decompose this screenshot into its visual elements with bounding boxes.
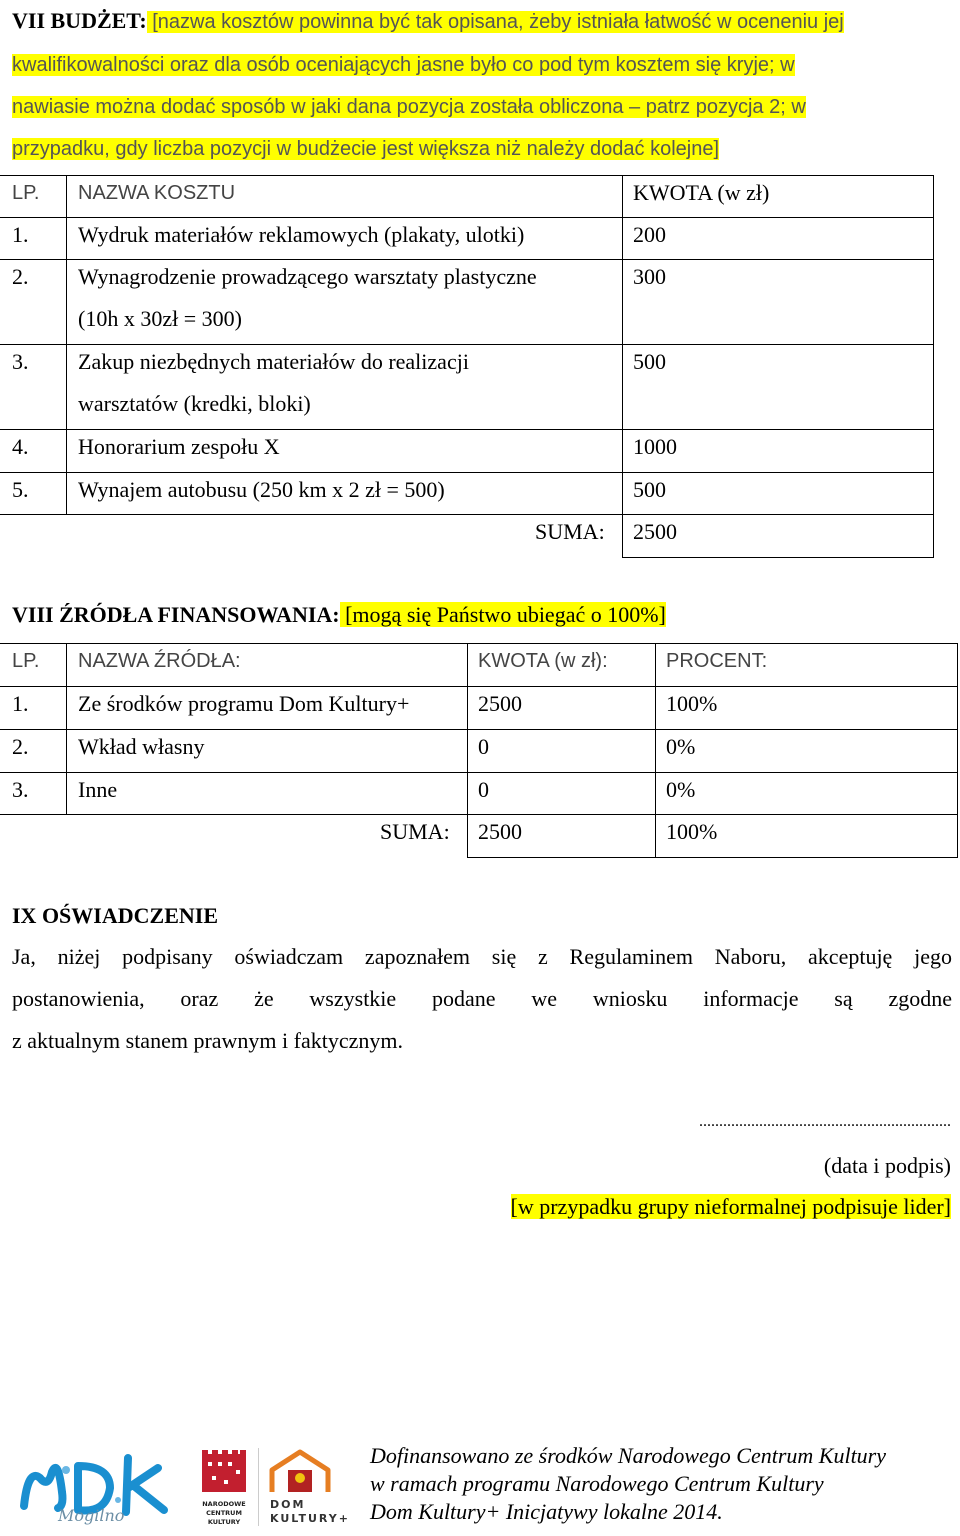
budget-row-name: Wynagrodzenie prowadzącego warsztaty plastyczne <box>78 264 537 289</box>
budget-note-row-2 <box>12 51 795 78</box>
budget-sum-label: SUMA: <box>535 519 605 544</box>
signature-note-text: [w przypadku grupy nieformalnej podpisuje lider] <box>510 1194 951 1219</box>
budget-row-amount: 1000 <box>633 434 677 459</box>
budget-row-lp: 1. <box>12 222 29 247</box>
signature-dots: ............................................................... <box>699 1113 951 1130</box>
budget-header-lp: LP. <box>12 182 40 204</box>
nck-logo-text-l3: KULTURY <box>207 1518 241 1526</box>
declaration-line-2: postanowienia, oraz że wszystkie podane we wniosku informacje są zgodne <box>12 986 952 1011</box>
mdk-logo-text: Mogilno <box>58 1506 125 1525</box>
signature-label: (data i podpis) <box>823 1153 951 1178</box>
funding-row-amount: 0 <box>478 734 489 759</box>
budget-header-name: NAZWA KOSZTU <box>78 182 236 204</box>
nck-logo-graphic <box>198 1448 250 1498</box>
funding-row-name: Inne <box>78 777 118 802</box>
funding-sum-label: SUMA: <box>380 819 450 844</box>
budget-row-lp: 2. <box>12 264 29 289</box>
declaration-line-3: z aktualnym stanem prawnym i faktycznym. <box>12 1028 403 1053</box>
budget-row-amount: 200 <box>633 222 666 247</box>
funding-intro <box>12 602 666 628</box>
budget-intro <box>12 8 844 35</box>
budget-row-amount: 300 <box>633 264 666 289</box>
budget-row-lp: 4. <box>12 434 29 459</box>
budget-row-name: Zakup niezbędnych materiałów do realizacji <box>78 349 469 374</box>
budget-col-divider-2 <box>622 175 623 558</box>
budget-row-divider <box>0 259 934 260</box>
funding-row-amount: 2500 <box>478 691 522 716</box>
funding-row-lp: 2. <box>12 734 29 759</box>
budget-row-amount: 500 <box>633 477 666 502</box>
budget-row-lp: 5. <box>12 477 29 502</box>
funding-header-name: NAZWA ŹRÓDŁA: <box>78 650 241 672</box>
funding-row-name: Wkład własny <box>78 734 205 759</box>
budget-note-row-4 <box>12 135 719 162</box>
nck-logo-text-l2: CENTRUM <box>206 1509 242 1517</box>
dom-kultury-logo-text-l1: DOM <box>270 1498 306 1511</box>
footer-credits <box>370 1442 886 1526</box>
budget-heading: VII BUDŻET: <box>12 8 147 33</box>
budget-row-name: Wydruk materiałów reklamowych (plakaty, ulotki) <box>78 222 525 247</box>
declaration-line-1: Ja, niżej podpisany oświadczam zapoznałem się z Regulaminem Naboru, akceptuję jego <box>12 944 952 969</box>
funding-row-percent: 0% <box>666 734 696 759</box>
nck-logo-text-l1: NARODOWE <box>202 1500 246 1508</box>
budget-note-line-4: przypadku, gdy liczba pozycji w budżecie jest większa niż należy dodać kolejne] <box>12 138 720 160</box>
footer-line-1: Dofinansowano ze środków Narodowego Centrum Kultury <box>370 1443 887 1468</box>
funding-header-lp: LP. <box>12 650 40 672</box>
logo-divider <box>258 1448 259 1526</box>
funding-note: [mogą się Państwo ubiegać o 100%] <box>339 602 666 627</box>
funding-sum-amount: 2500 <box>478 819 522 844</box>
declaration-heading: IX OŚWIADCZENIE <box>12 903 218 928</box>
nck-logo-text <box>198 1500 250 1527</box>
budget-note-line-2: kwalifikowalności oraz dla osób oceniających jasne było co pod tym kosztem się kryje; w <box>12 54 795 76</box>
budget-row-name-cont: (10h x 30zł = 300) <box>78 306 242 331</box>
funding-row-amount: 0 <box>478 777 489 802</box>
budget-note-line-3: nawiasie można dodać sposób w jaki dana pozycja została obliczona – patrz pozycja 2; w <box>12 96 806 118</box>
funding-heading: VIII ŹRÓDŁA FINANSOWANIA: <box>12 602 340 627</box>
funding-sum-percent: 100% <box>666 819 718 844</box>
funding-row-name: Ze środków programu Dom Kultury+ <box>78 691 410 716</box>
budget-sum-value: 2500 <box>633 519 677 544</box>
signature-note <box>511 1193 951 1221</box>
funding-row-divider <box>0 686 958 687</box>
budget-col-divider-1 <box>66 175 67 515</box>
footer-line-3: Dom Kultury+ Inicjatywy lokalne 2014. <box>370 1499 723 1524</box>
budget-row-divider <box>0 472 934 473</box>
budget-row-divider <box>0 217 934 218</box>
budget-row-lp: 3. <box>12 349 29 374</box>
budget-row-amount: 500 <box>633 349 666 374</box>
funding-row-divider <box>0 729 958 730</box>
budget-row-name-cont: warsztatów (kredki, bloki) <box>78 391 311 416</box>
funding-header-amount: KWOTA (w zł): <box>478 650 608 672</box>
budget-row-name: Wynajem autobusu (250 km x 2 zł = 500) <box>78 477 445 502</box>
funding-row-lp: 1. <box>12 691 29 716</box>
mdk-logo <box>18 1448 186 1530</box>
dom-kultury-logo <box>266 1448 362 1530</box>
funding-row-divider <box>0 772 958 773</box>
funding-row-percent: 100% <box>666 691 718 716</box>
budget-note-row-3 <box>12 93 806 120</box>
budget-note-line-1: [nazwa kosztów powinna być tak opisana, żeby istniała łatwość w oceneniu jej <box>146 11 844 33</box>
funding-row-lp: 3. <box>12 777 29 802</box>
budget-row-name: Honorarium zespołu X <box>78 434 280 459</box>
budget-header-amount: KWOTA (w zł) <box>633 180 770 205</box>
dom-kultury-logo-graphic <box>266 1448 338 1498</box>
dom-kultury-logo-text-l2: KULTURY+ <box>270 1512 350 1525</box>
funding-row-percent: 0% <box>666 777 696 802</box>
budget-row-divider <box>0 429 934 430</box>
dom-kultury-logo-text <box>270 1498 350 1526</box>
budget-row-divider <box>0 344 934 345</box>
footer-line-2: w ramach programu Narodowego Centrum Kultury <box>370 1471 824 1496</box>
nck-logo <box>198 1448 250 1530</box>
funding-header-percent: PROCENT: <box>666 650 768 672</box>
